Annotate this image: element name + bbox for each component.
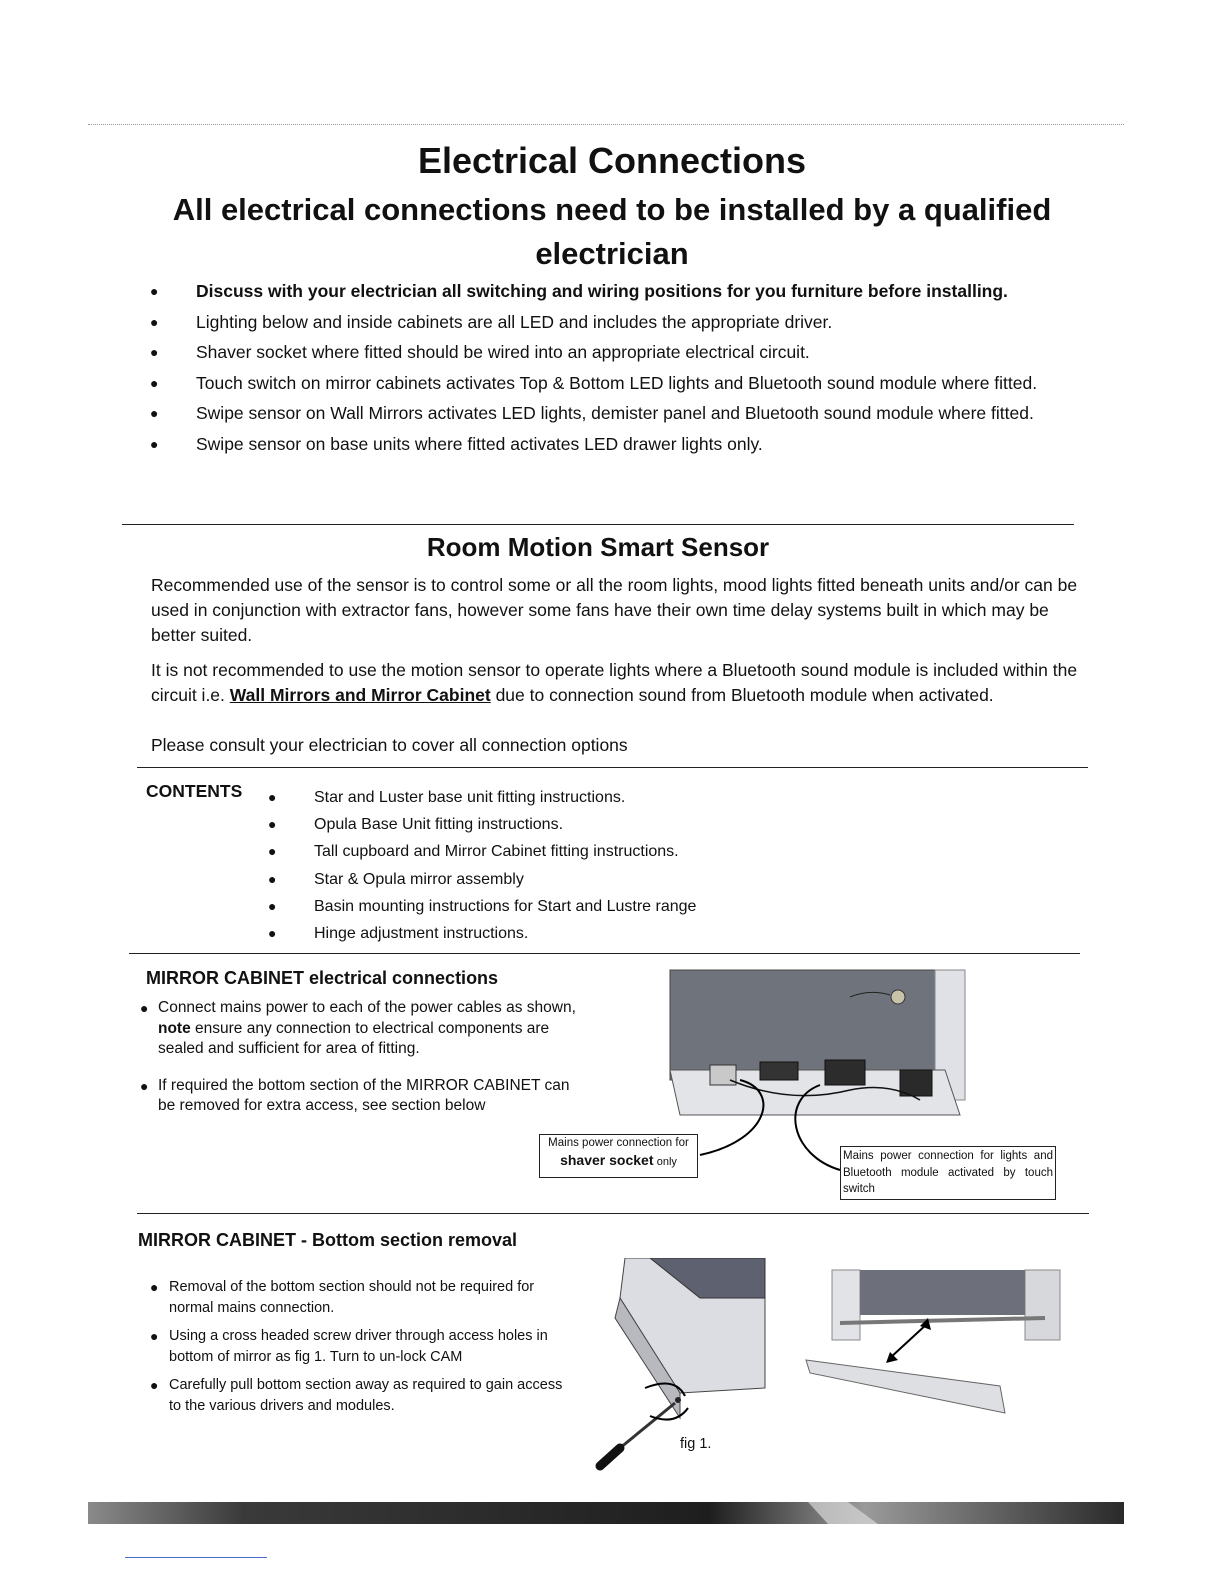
list-item: ● Opula Base Unit fitting instructions. [268, 811, 868, 838]
bullet-icon: ● [150, 435, 159, 452]
bullet-icon: ● [150, 344, 159, 360]
bullet-icon: ● [150, 283, 159, 299]
list-item: ● Connect mains power to each of the power cables as shown, note ensure any connection to electrical components are sealed and sufficient for area of fitting. [140, 999, 576, 1057]
bullet-icon: ● [150, 313, 159, 330]
lights-connection-callout: Mains power connection for lights and Bluetooth module activated by touch switch [840, 1146, 1056, 1200]
footer-strip-fill [88, 1502, 1124, 1524]
list-item: ● Carefully pull bottom section away as required to gain access to the various drivers and modules. [150, 1377, 563, 1414]
access-hole [675, 1397, 681, 1403]
screwdriver-handle [600, 1448, 620, 1466]
top-dotted-rule [88, 124, 1124, 125]
list-item: ● Using a cross headed screw driver through access holes in bottom of mirror as fig 1. Turn to un-lock CAM [150, 1328, 548, 1365]
mirror-cabinet-list [140, 998, 580, 1133]
list-item: ● If required the bottom section of the MIRROR CABINET can be removed for extra access, see section below [140, 1076, 570, 1114]
list-item: ● Swipe sensor on base units where fitted activates LED drawer lights only. [150, 429, 1050, 460]
figure-caption: fig 1. [680, 1436, 712, 1452]
list-item: ● Lighting below and inside cabinets are all LED and includes the appropriate driver. [150, 307, 1050, 338]
section-divider [129, 953, 1080, 954]
bullet-icon: ● [140, 1000, 149, 1016]
cabinet-side [832, 1270, 860, 1340]
mirror-cabinet-heading: MIRROR CABINET electrical connections [146, 968, 499, 988]
list-item: ● Shaver socket where fitted should be wired into an appropriate electrical circuit. [150, 337, 1050, 368]
sensor-paragraph-1: Recommended use of the sensor is to control some or all the room lights, mood lights fitted beneath units and/or can be used in conjunction with extractor fans, however some fans have their own time delay systems built in which may be better suited. [151, 575, 1078, 645]
list-item: ● Tall cupboard and Mirror Cabinet fitting instructions. [268, 838, 868, 865]
list-item: ● Hinge adjustment instructions. [268, 920, 868, 947]
bullet-icon: ● [268, 925, 277, 942]
cabinet-shelf [840, 1318, 1045, 1323]
bullet-icon: ● [268, 870, 277, 887]
bullet-icon: ● [140, 1077, 149, 1094]
section-divider [137, 1213, 1089, 1214]
screwdriver-shaft [620, 1403, 675, 1448]
bottom-section-heading: MIRROR CABINET - Bottom section removal [138, 1230, 518, 1250]
list-item: ● Swipe sensor on Wall Mirrors activates LED lights, demister panel and Bluetooth sound module where fitted. [150, 398, 1050, 429]
arrow-to-shaver-callout [700, 1080, 763, 1155]
mirror-cabinet-reference: Wall Mirrors and Mirror Cabinet [229, 685, 491, 705]
arrow-to-lights-callout [795, 1085, 840, 1170]
electrical-bullet-list [150, 276, 1050, 459]
list-item: ● Star & Opula mirror assembly [268, 866, 868, 893]
bullet-icon: ● [150, 1377, 159, 1393]
list-item: ● Removal of the bottom section should not be required for normal mains connection. [150, 1279, 535, 1316]
bullet-icon: ● [150, 1328, 159, 1344]
arrow-head [886, 1352, 898, 1363]
list-item: ● Basin mounting instructions for Start and Lustre range [268, 893, 868, 920]
sensor-paragraph-2: It is not recommended to use the motion sensor to operate lights where a Bluetooth sound module is included within the circuit i.e. Wall Mirrors and Mirror Cabinet due to connection sound from Bluetooth module when activated. [151, 660, 1078, 705]
touch-switch [891, 990, 905, 1004]
section-divider [122, 524, 1074, 525]
sensor-heading: Room Motion Smart Sensor [426, 532, 770, 562]
bullet-icon: ● [150, 405, 159, 421]
list-item: ● Discuss with your electrician all switching and wiring positions for you furniture before installing. [150, 276, 1050, 307]
list-item: ● Touch switch on mirror cabinets activates Top & Bottom LED lights and Bluetooth sound module where fitted. [150, 368, 1050, 399]
removal-arrow [890, 1323, 928, 1358]
removed-bottom-section [806, 1360, 1005, 1413]
cabinet-back-panel [670, 970, 945, 1080]
bullet-icon: ● [268, 816, 277, 833]
bullet-icon: ● [268, 843, 277, 860]
bottom-section-removal-diagram [800, 1268, 1062, 1428]
bullet-icon: ● [150, 1279, 159, 1295]
section-divider [137, 767, 1088, 768]
sensor-paragraph-3: Please consult your electrician to cover all connection options [151, 735, 628, 755]
page-title: Electrical Connections [417, 140, 807, 181]
bullet-icon: ● [268, 897, 277, 914]
bullet-icon: ● [150, 374, 159, 391]
contents-label: CONTENTS [146, 781, 243, 801]
footer-link-underline [125, 1557, 267, 1558]
cabinet-side [1025, 1270, 1060, 1340]
cabinet-back [860, 1270, 1025, 1315]
shaver-socket-callout: Mains power connection for shaver socket only [539, 1134, 698, 1178]
contents-list [268, 784, 868, 947]
page-subtitle: All electrical connections need to be installed by a qualified electrician [172, 192, 1052, 271]
list-item: ● Star and Luster base unit fitting instructions. [268, 784, 868, 811]
bottom-section-list [150, 1277, 570, 1424]
footer-image-strip [88, 1502, 1124, 1524]
bullet-icon: ● [268, 789, 277, 805]
